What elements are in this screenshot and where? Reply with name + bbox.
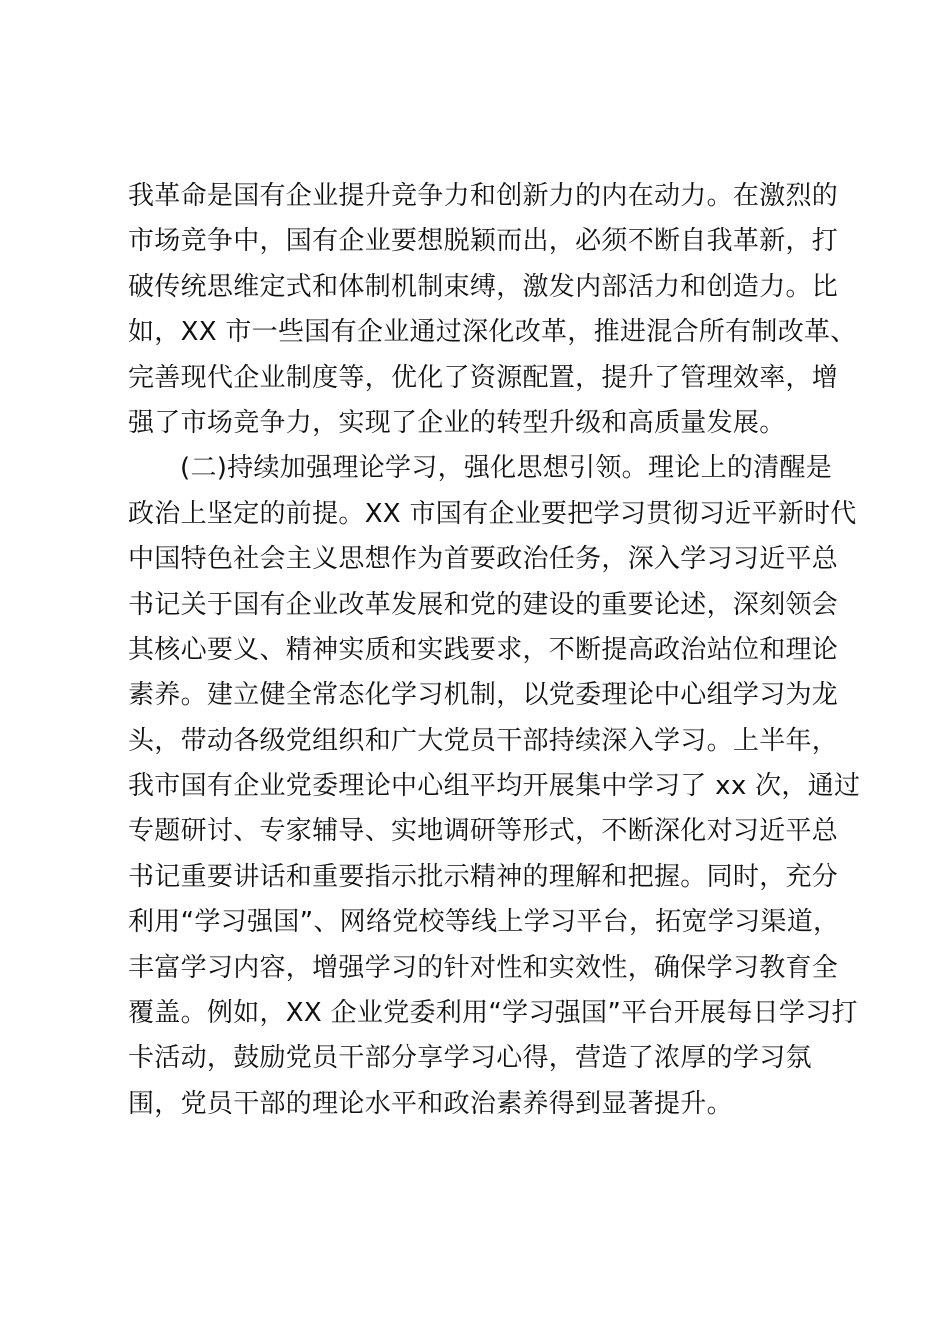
text-line: 市场竞争中，国有企业要想脱颖而出，必须不断自我革新，打	[128, 226, 839, 257]
text-line: 我市国有企业党委理论中心组平均开展集中学习了 xx 次，通过	[128, 771, 861, 802]
section-heading-line: (二)持续加强理论学习，强化思想引领。理论上的清醒是	[180, 453, 833, 484]
text-line: 专题研讨、专家辅导、实地调研等形式，不断深化对习近平总	[128, 816, 839, 847]
text-line: 书记重要讲话和重要指示批示精神的理解和把握。同时，充分	[128, 861, 839, 892]
text-line: 强了市场竞争力，实现了企业的转型升级和高质量发展。	[128, 407, 786, 438]
text-line: 完善现代企业制度等，优化了资源配置，提升了管理效率，增	[128, 362, 839, 393]
text-line: 书记关于国有企业改革发展和党的建设的重要论述，深刻领会	[128, 589, 839, 620]
text-line: 丰富学习内容，增强学习的针对性和实效性，确保学习教育全	[128, 952, 839, 983]
text-line: 中国特色社会主义思想作为首要政治任务，深入学习习近平总	[128, 544, 839, 575]
text-line: 破传统思维定式和体制机制束缚，激发内部活力和创造力。比	[128, 271, 839, 302]
text-line: 如，XX 市一些国有企业通过深化改革，推进混合所有制改革、	[128, 317, 857, 348]
text-line: 我革命是国有企业提升竞争力和创新力的内在动力。在激烈的	[128, 181, 839, 211]
text-line: 其核心要义、精神实质和实践要求，不断提高政治站位和理论	[128, 634, 839, 665]
text-line: 素养。建立健全常态化学习机制，以党委理论中心组学习为龙	[128, 680, 839, 711]
text-line: 卡活动，鼓励党员干部分享学习心得，营造了浓厚的学习氛	[128, 1043, 812, 1074]
text-line: 利用“学习强国”、网络党校等线上学习平台，拓宽学习渠道，	[128, 907, 840, 938]
text-line: 覆盖。例如，XX 企业党委利用“学习强国”平台开展每日学习打	[128, 998, 858, 1029]
text-line: 头，带动各级党组织和广大党员干部持续深入学习。上半年，	[128, 725, 839, 756]
document-body	[128, 174, 861, 1127]
text-line: 政治上坚定的前提。XX 市国有企业要把学习贯彻习近平新时代	[128, 498, 857, 529]
text-line: 围，党员干部的理论水平和政治素养得到显著提升。	[128, 1088, 733, 1119]
